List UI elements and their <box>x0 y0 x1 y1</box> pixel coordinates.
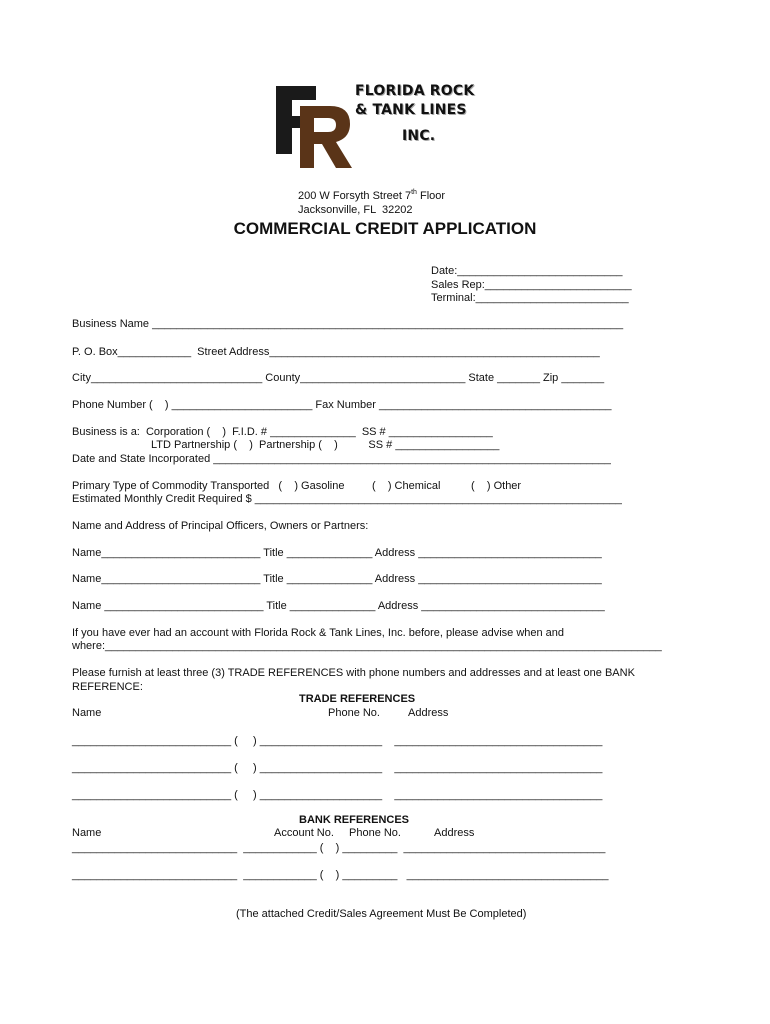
logo-line-1: FLORIDA ROCK <box>355 83 475 99</box>
bank-reference-row[interactable]: ___________________________ ____________ ( ) _________ _________________________________ <box>72 869 609 881</box>
trade-col-name: Name <box>72 707 102 719</box>
prior-account-field[interactable]: where:___________________________________________________________________________________________ <box>72 640 662 652</box>
commodity-field[interactable]: Primary Type of Commodity Transported ( ) Gasoline ( ) Chemical ( ) Other <box>72 480 522 492</box>
officer-row-1[interactable]: Name__________________________ Title ______________ Address ______________________________ <box>72 547 602 559</box>
monthly-credit-field[interactable]: Estimated Monthly Credit Required $ ____________________________________________________________ <box>72 493 622 505</box>
footer-note: (The attached Credit/Sales Agreement Must Be Completed) <box>236 908 527 920</box>
logo-line-2: & TANK LINES <box>355 102 467 118</box>
furnish-references-text-2: REFERENCE: <box>72 681 143 693</box>
fr-monogram-icon <box>272 80 362 170</box>
city-county-field[interactable]: City____________________________ County___________________________ State _______ Zip _______ <box>72 372 605 384</box>
bank-col-address: Address <box>434 827 475 839</box>
page-title: COMMERCIAL CREDIT APPLICATION <box>233 219 537 238</box>
bank-col-name: Name <box>72 827 102 839</box>
po-box-street-field[interactable]: P. O. Box____________ Street Address______________________________________________________ <box>72 346 600 358</box>
company-logo <box>272 80 482 170</box>
bank-reference-row[interactable]: ___________________________ ____________ ( ) _________ _________________________________ <box>72 842 606 854</box>
terminal-field[interactable]: Terminal:_________________________ <box>431 292 629 304</box>
officer-row-3[interactable]: Name __________________________ Title ______________ Address ______________________________ <box>72 600 605 612</box>
business-type-field[interactable]: Business is a: Corporation ( ) F.I.D. # ______________ SS # _________________ <box>72 426 493 438</box>
officer-row-2[interactable]: Name__________________________ Title ______________ Address ______________________________ <box>72 573 602 585</box>
trade-col-phone: Phone No. <box>328 707 380 719</box>
trade-col-address: Address <box>408 707 449 719</box>
date-field[interactable]: Date:___________________________ <box>431 265 623 277</box>
street-address: 200 W Forsyth Street 7th Floor <box>298 189 446 202</box>
principal-officers-heading: Name and Address of Principal Officers, Owners or Partners: <box>72 520 369 532</box>
prior-account-text: If you have ever had an account with Florida Rock & Tank Lines, Inc. before, please advise when and <box>72 627 565 639</box>
trade-reference-row[interactable]: __________________________ ( ) ____________________ __________________________________ <box>72 735 603 747</box>
sales-rep-field[interactable]: Sales Rep:________________________ <box>431 279 632 291</box>
business-name-field[interactable]: Business Name _____________________________________________________________________________ <box>72 318 624 330</box>
trade-reference-row[interactable]: __________________________ ( ) ____________________ __________________________________ <box>72 762 603 774</box>
furnish-references-text: Please furnish at least three (3) TRADE REFERENCES with phone numbers and addresses and at least one BANK <box>72 667 635 679</box>
phone-fax-field[interactable]: Phone Number ( ) _______________________ Fax Number ______________________________________ <box>72 399 612 411</box>
bank-col-account: Account No. <box>274 827 334 839</box>
bank-col-phone: Phone No. <box>349 827 401 839</box>
bank-references-heading: BANK REFERENCES <box>299 814 410 826</box>
date-state-incorporated-field[interactable]: Date and State Incorporated _________________________________________________________________ <box>72 453 611 465</box>
city-address: Jacksonville, FL 32202 <box>298 204 413 216</box>
partnership-field[interactable]: LTD Partnership ( ) Partnership ( ) SS # _________________ <box>151 439 500 451</box>
trade-reference-row[interactable]: __________________________ ( ) ____________________ __________________________________ <box>72 789 603 801</box>
logo-line-3: INC. <box>402 128 436 144</box>
trade-references-heading: TRADE REFERENCES <box>299 693 416 705</box>
